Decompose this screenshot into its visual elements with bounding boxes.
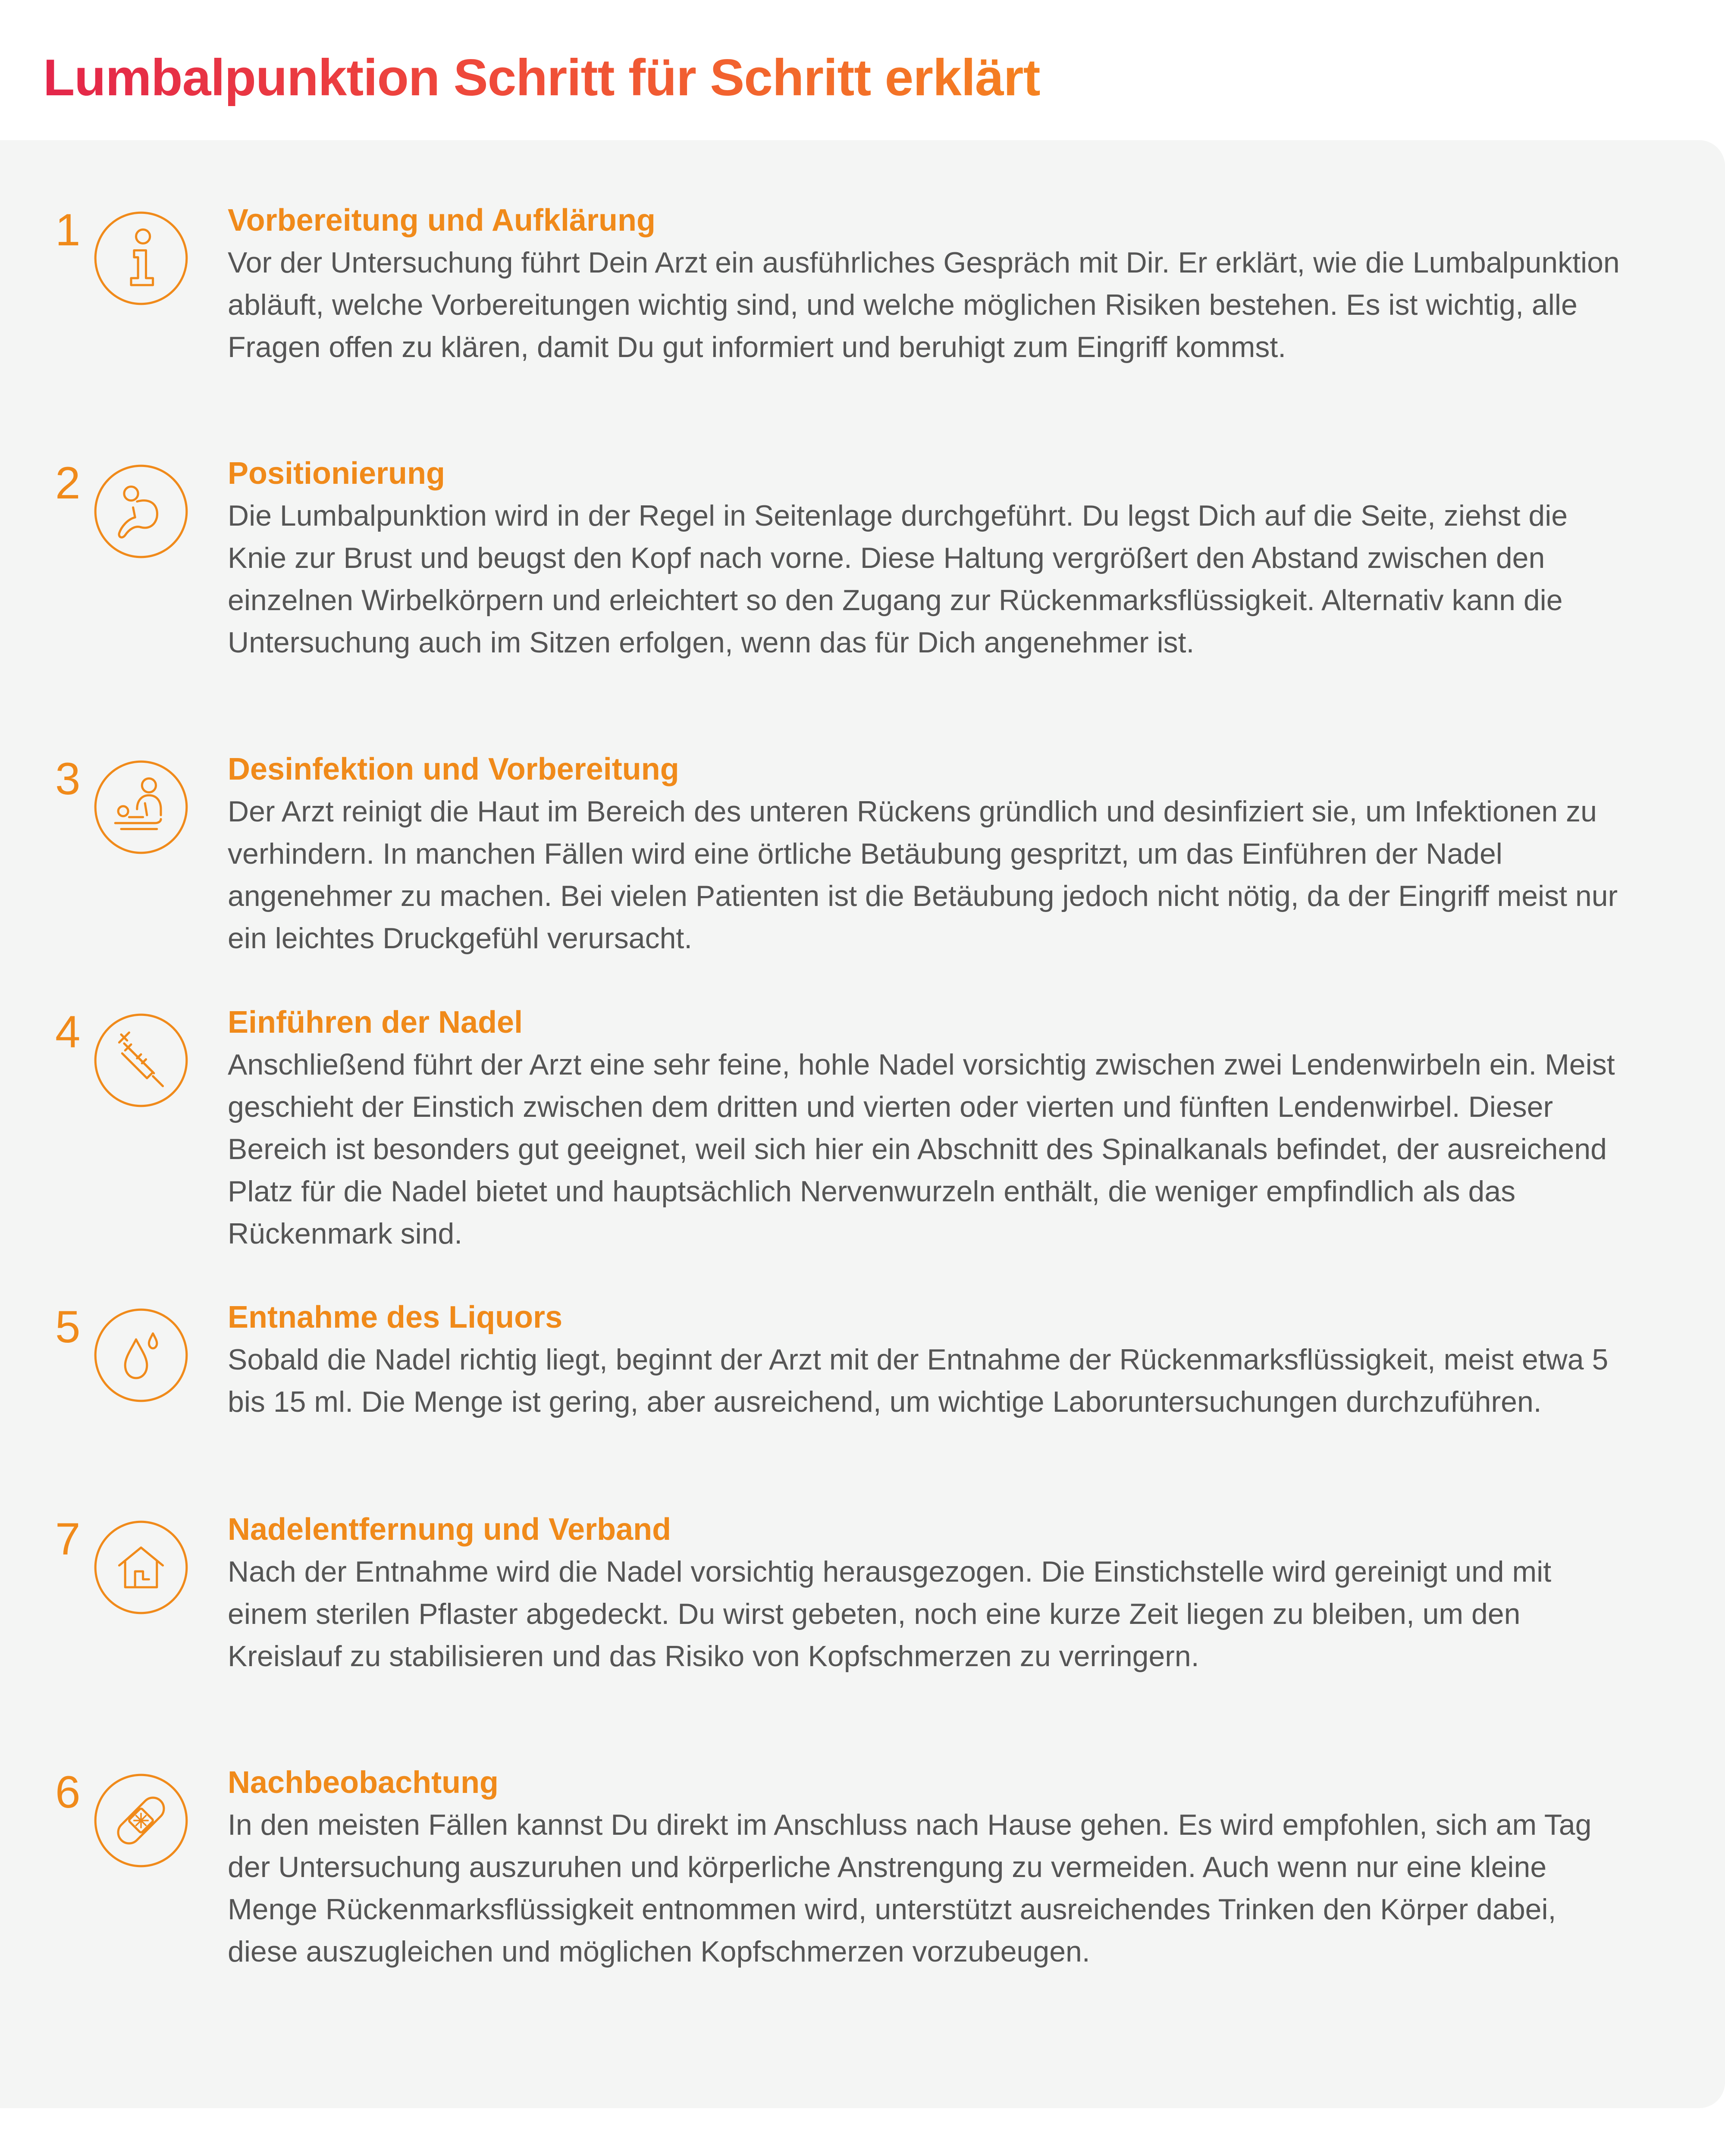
- step-number: 4: [55, 1007, 81, 1057]
- doctor-patient-icon: [91, 758, 191, 857]
- step-title: Vorbereitung und Aufklärung: [228, 203, 656, 238]
- step-text: Nach der Entnahme wird die Nadel vorsichtig herausgezogen. Die Einstichstelle wird gereinigt und mit einem sterilen Pflaster abgedeckt. Du wirst gebeten, noch eine kurze Zeit liegen zu bleiben, um den Kreislauf zu stabilisieren und das Risiko von Kopfschmerzen zu verringern.: [228, 1555, 1552, 1673]
- step-title: Einführen der Nadel: [228, 1005, 523, 1040]
- house-icon: [91, 1518, 191, 1617]
- step-text: Anschließend führt der Arzt eine sehr feine, hohle Nadel vorsichtig zwischen zwei Lendenwirbeln ein. Meist geschieht der Einstich zwischen dem dritten und vierten oder vierten und fünften Lendenwirbel. Dieser Bereich ist besonders gut geeignet, weil sich hier ein Abschnitt des Spinalkanals befindet, der ausreichend Platz für die Nadel bietet und hauptsächlich Nervenwurzeln enthält, die weniger empfindlich als das Rückenmark sind.: [228, 1048, 1615, 1250]
- step-title: Entnahme des Liquors: [228, 1300, 563, 1335]
- step-text: In den meisten Fällen kannst Du direkt im Anschluss nach Hause gehen. Es wird empfohlen, sich am Tag der Untersuchung auszuruhen und körperliche Anstrengung zu vermeiden. Auch wenn nur eine kleine Menge Rückenmarksflüssigkeit entnommen wird, unterstützt ausreichendes Trinken den Körper dabei, diese auszugleichen und möglichen Kopfschmerzen vorzubeugen.: [228, 1808, 1592, 1968]
- step-title: Nadelentfernung und Verband: [228, 1512, 671, 1547]
- info-icon: [91, 209, 191, 308]
- step-text: Der Arzt reinigt die Haut im Bereich des unteren Rückens gründlich und desinfiziert sie, um Infektionen zu verhindern. In manchen Fällen wird eine örtliche Betäubung gespritzt, um das Einführen der Nadel angenehmer zu machen. Bei vielen Patienten ist die Betäubung jedoch nicht nötig, da der Eingriff meist nur ein leichtes Druckgefühl verursacht.: [228, 795, 1618, 955]
- step-number: 2: [55, 458, 81, 508]
- step-text: Sobald die Nadel richtig liegt, beginnt der Arzt mit der Entnahme der Rückenmarksflüssigkeit, meist etwa 5 bis 15 ml. Die Menge ist gering, aber ausreichend, um wichtige Laboruntersuchungen durchzuführen.: [228, 1343, 1609, 1418]
- drop-icon: [91, 1306, 191, 1405]
- step-text: Vor der Untersuchung führt Dein Arzt ein ausführliches Gespräch mit Dir. Er erklärt, wie die Lumbalpunktion abläuft, welche Vorbereitungen wichtig sind, und welche möglichen Risiken bestehen. Es ist wichtig, alle Fragen offen zu klären, damit Du gut informiert und beruhigt zum Eingriff kommst.: [228, 246, 1620, 364]
- step-number: 7: [55, 1514, 81, 1564]
- step-number: 6: [55, 1767, 81, 1818]
- patient-position-icon: [91, 462, 191, 561]
- step-title: Nachbeobachtung: [228, 1765, 499, 1800]
- steps-panel: [0, 140, 1725, 2108]
- syringe-icon: [91, 1011, 191, 1110]
- step-number: 5: [55, 1302, 81, 1352]
- step-title: Desinfektion und Vorbereitung: [228, 752, 679, 787]
- step-number: 1: [55, 205, 81, 255]
- step-text: Die Lumbalpunktion wird in der Regel in Seitenlage durchgeführt. Du legst Dich auf die Seite, ziehst die Knie zur Brust und beugst den Kopf nach vorne. Diese Haltung vergrößert den Abstand zwischen den einzelnen Wirbelkörpern und erleichtert so den Zugang zur Rückenmarksflüssigkeit. Alternativ kann die Untersuchung auch im Sitzen erfolgen, wenn das für Dich angenehmer ist.: [228, 499, 1568, 659]
- step-title: Positionierung: [228, 456, 445, 491]
- page-title: Lumbalpunktion Schritt für Schritt erklärt: [43, 43, 1040, 112]
- step-number: 3: [55, 754, 81, 804]
- bandage-icon: [91, 1771, 191, 1870]
